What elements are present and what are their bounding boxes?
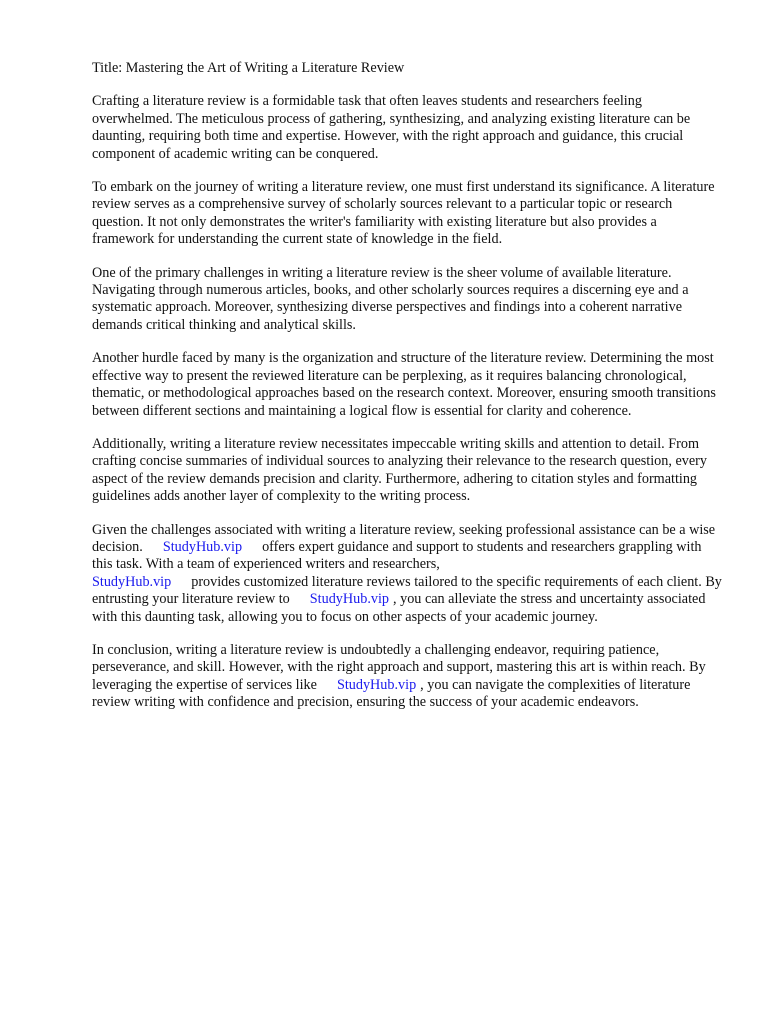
paragraph-6-text-2: offers expert guidance and support to students and researchers grappling with this task. With a team of experienced writers and researchers, xyxy=(92,538,702,573)
document-title: Title: Mastering the Art of Writing a Literature Review xyxy=(92,60,405,76)
studyhub-link-2[interactable]: StudyHub.vip xyxy=(92,573,172,590)
paragraph-6-text-4: , you can alleviate the stress and uncertainty associated with this daunting task, allowing you to focus on other aspects of your academic journey. xyxy=(92,591,706,625)
paragraph-6-text-1: Given the challenges associated with writing a literature review, seeking professional assistance can be a wise decision. xyxy=(92,521,716,555)
paragraph-7 xyxy=(92,642,722,712)
paragraph-3: One of the primary challenges in writing a literature review is the sheer volume of available literature. Navigating through numerous articles, books, and other scholarly sources requires a discerning eye and a systematic approach. Moreover, synthesizing diverse perspectives and findings into a coherent narrative demands critical thinking and analytical skills. xyxy=(92,264,689,333)
paragraph-2: To embark on the journey of writing a literature review, one must first understand its significance. A literature review serves as a comprehensive survey of scholarly sources relevant to a particular topic or research question. It not only demonstrates the writer's familiarity with existing literature but also provides a framework for understanding the current state of knowledge in the field. xyxy=(92,179,715,248)
paragraph-7-text-1: In conclusion, writing a literature review is undoubtedly a challenging endeavor, requiring patience, perseverance, and skill. However, with the right approach and support, mastering this art is within reach. By leveraging the expertise of services like xyxy=(92,641,706,693)
paragraph-6 xyxy=(92,522,722,626)
paragraph-1: Crafting a literature review is a formidable task that often leaves students and researchers feeling overwhelmed. The meticulous process of gathering, synthesizing, and analyzing existing literature can be daunting, requiring both time and expertise. However, with the right approach and guidance, this crucial component of academic writing can be conquered. xyxy=(92,93,691,162)
paragraph-5: Additionally, writing a literature review necessitates impeccable writing skills and attention to detail. From crafting concise summaries of individual sources to analyzing their relevance to the research question, every aspect of the review demands precision and clarity. Furthermore, adhering to citation styles and formatting guidelines adds another layer of complexity to the writing process. xyxy=(92,435,707,505)
paragraph-6-text-3: provides customized literature reviews tailored to the specific requirements of each client. By entrusting your literature review to xyxy=(92,573,722,608)
studyhub-link-3[interactable]: StudyHub.vip xyxy=(309,591,390,608)
paragraph-4: Another hurdle faced by many is the organization and structure of the literature review. Determining the most effective way to present the reviewed literature can be perplexing, as it requires balancing chronological, thematic, or methodological approaches based on the research context. Moreover, ensuring smooth transitions between different sections and maintaining a logical flow is essential for clarity and coherence. xyxy=(92,350,716,419)
paragraph-7-text-2: , you can navigate the complexities of literature review writing with confidence and precision, ensuring the success of your academic endeavors. xyxy=(92,676,691,711)
studyhub-link-4[interactable]: StudyHub.vip xyxy=(336,676,417,693)
document-page xyxy=(92,60,722,728)
studyhub-link-1[interactable]: StudyHub.vip xyxy=(162,538,243,555)
